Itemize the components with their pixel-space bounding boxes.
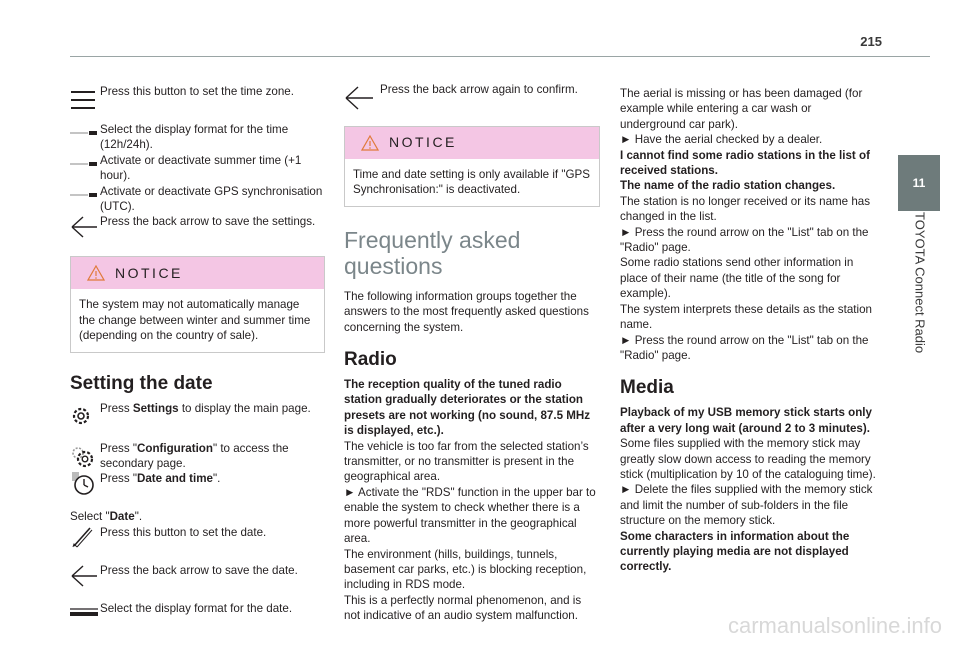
step-text: Activate or deactivate summer time (+1 hour). bbox=[100, 153, 302, 183]
media-heading: Media bbox=[620, 377, 674, 399]
notice-header bbox=[71, 257, 324, 289]
format-toggle-icon bbox=[70, 607, 98, 617]
back-arrow-icon bbox=[70, 565, 98, 587]
faq-answer: The vehicle is too far from the selected station’s transmitter, or no transmitter is present in the geographical area. bbox=[344, 439, 589, 484]
step-configuration bbox=[70, 441, 325, 472]
section-heading: Setting the date bbox=[70, 372, 213, 394]
faq-answer: Some files supplied with the memory stick may greatly slow down access to reading the memory stick (multiplication by 10 of the cataloguing time). bbox=[620, 437, 876, 481]
step-confirm bbox=[344, 82, 600, 110]
faq-answer: The environment (hills, buildings, tunnels, basement car parks, etc.) is blocking reception, including in RDS mode. bbox=[344, 547, 587, 592]
faq-answer: ► Activate the "RDS" function in the upper bar to enable the system to check whether there is a more powerful transmitter in the geographical area. bbox=[344, 485, 596, 546]
step-set-date bbox=[70, 525, 325, 549]
pencil-icon bbox=[70, 525, 94, 549]
faq-question: I cannot find some radio stations in the list of received stations. bbox=[620, 148, 870, 178]
step-text: Press "Date and time". bbox=[100, 472, 221, 486]
notice-title: NOTICE bbox=[115, 264, 183, 281]
step-text: Press Settings to display the main page. bbox=[100, 401, 311, 415]
menu-icon bbox=[70, 90, 96, 110]
step-date-format bbox=[70, 601, 325, 617]
faq-question: Some characters in information about the currently playing media are not displayed correctly. bbox=[620, 529, 850, 574]
chapter-label: TOYOTA Connect Radio bbox=[912, 212, 928, 354]
notice-text: The system may not automatically manage the change between winter and summer time (depending on the country of sale). bbox=[79, 298, 311, 343]
column-right bbox=[620, 86, 878, 575]
step-text: Activate or deactivate GPS synchronisation (UTC). bbox=[100, 184, 323, 214]
step-text: Press this button to set the time zone. bbox=[100, 85, 294, 98]
faq-answer: ► Have the aerial checked by a dealer. bbox=[620, 133, 823, 147]
gear-double-icon bbox=[70, 445, 96, 469]
faq-title: Frequently asked questions bbox=[344, 226, 521, 279]
faq-answer: The system interprets these details as the station name. bbox=[620, 302, 872, 332]
warning-icon bbox=[361, 135, 379, 151]
step-text: Select the display format for the date. bbox=[100, 601, 293, 615]
step-text: Press the back arrow again to confirm. bbox=[380, 83, 578, 96]
notice-box bbox=[344, 126, 600, 207]
step-text: Press this button to set the date. bbox=[100, 525, 267, 539]
chapter-tab[interactable]: 11 bbox=[898, 155, 940, 211]
faq-answer: ► Press the round arrow on the "List" tab on the "Radio" page. bbox=[620, 225, 869, 255]
faq-intro: The following information groups together the answers to the most frequently asked questions concerning the system. bbox=[344, 289, 589, 334]
step-save-settings bbox=[70, 214, 325, 238]
notice-box bbox=[70, 256, 325, 352]
column-middle bbox=[344, 82, 600, 624]
step-save-date bbox=[70, 563, 325, 587]
clock-calendar-icon bbox=[70, 471, 96, 497]
faq-question: The name of the radio station changes. bbox=[620, 179, 836, 193]
step-gps bbox=[70, 184, 325, 215]
notice-text: Time and date setting is only available if "GPS Synchronisation:" is deactivated. bbox=[353, 168, 590, 197]
notice-title: NOTICE bbox=[389, 134, 457, 151]
faq-question: The reception quality of the tuned radio station gradually deteriorates or the station presets are not working (no sound, 87.5 MHz is displayed, etc.). bbox=[344, 378, 591, 438]
column-left bbox=[70, 82, 325, 617]
toggle-icon bbox=[70, 130, 98, 136]
faq-answer: The aerial is missing or has been damaged (for example while entering a car wash or underground car park). bbox=[620, 87, 863, 131]
step-date-time bbox=[70, 471, 325, 497]
warning-icon bbox=[87, 265, 105, 281]
step-format bbox=[70, 122, 325, 153]
radio-heading: Radio bbox=[344, 349, 397, 371]
page-number: 215 bbox=[860, 34, 882, 49]
notice-header bbox=[345, 127, 599, 159]
faq-answer: ► Delete the files supplied with the memory stick and limit the number of sub-folders in the file structure on the memory stick. bbox=[620, 483, 873, 528]
step-text: Press the back arrow to save the settings. bbox=[100, 215, 316, 229]
step-summer-time bbox=[70, 153, 325, 184]
faq-answer: ► Press the round arrow on the "List" tab on the "Radio" page. bbox=[620, 333, 869, 362]
gear-icon bbox=[70, 405, 92, 427]
step-text: Press the back arrow to save the date. bbox=[100, 563, 298, 577]
step-text: Select the display format for the time (12h/24h). bbox=[100, 123, 289, 152]
faq-answer: The station is no longer received or its name has changed in the list. bbox=[620, 194, 871, 224]
toggle-icon bbox=[70, 192, 98, 198]
faq-question: Playback of my USB memory stick starts only after a very long wait (around 2 to 3 minutes). bbox=[620, 406, 872, 435]
watermark: carmanualsonline.info bbox=[727, 613, 942, 638]
back-arrow-icon bbox=[344, 86, 374, 110]
step-text: Press "Configuration" to access the secondary page. bbox=[100, 441, 289, 471]
toggle-icon bbox=[70, 161, 98, 167]
step-text: Select "Date". bbox=[70, 510, 143, 524]
top-divider bbox=[70, 56, 930, 57]
faq-answer: Some radio stations send other information in place of their name (the title of the song for example). bbox=[620, 256, 854, 301]
back-arrow-icon bbox=[70, 216, 98, 238]
step-time-zone bbox=[70, 84, 325, 110]
faq-answer: This is a perfectly normal phenomenon, and is not indicative of an audio system malfunction. bbox=[344, 593, 582, 623]
step-settings bbox=[70, 401, 325, 427]
